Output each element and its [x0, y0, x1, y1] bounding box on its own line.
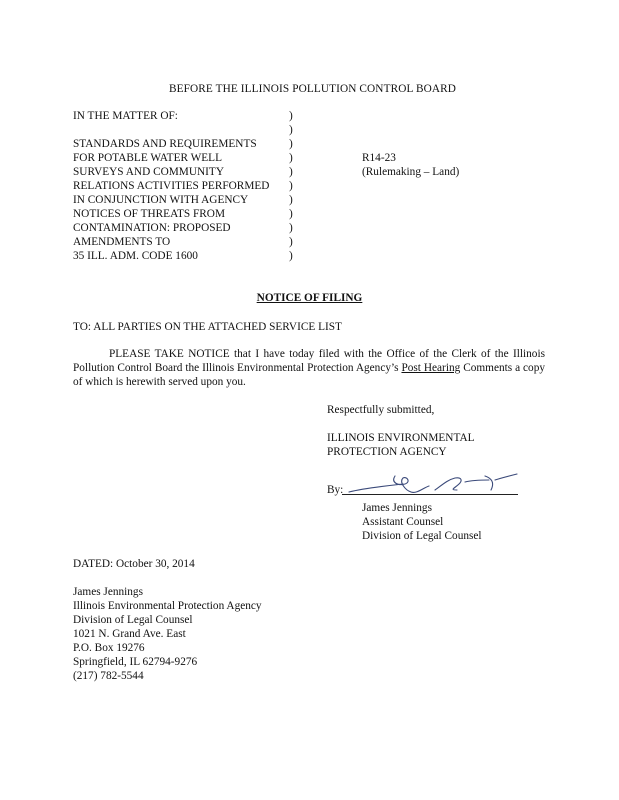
caption-paren: ) — [289, 208, 293, 220]
by-label: By: — [327, 484, 344, 496]
caption-paren: ) — [289, 166, 293, 178]
caption-paren: ) — [289, 194, 293, 206]
notice-title: NOTICE OF FILING — [256, 292, 363, 304]
caption-line-9: CONTAMINATION: PROPOSED — [73, 222, 231, 234]
signer-name: James Jennings — [362, 502, 432, 514]
dated-line: DATED: October 30, 2014 — [73, 558, 195, 570]
contact-agency: Illinois Environmental Protection Agency — [73, 600, 262, 612]
body-text-after: Comments a copy of which is herewith served upon you. — [73, 362, 545, 388]
caption-line-4: FOR POTABLE WATER WELL — [73, 152, 222, 164]
caption-line-6: RELATIONS ACTIVITIES PERFORMED — [73, 180, 270, 192]
caption-paren: ) — [289, 180, 293, 192]
signer-division: Division of Legal Counsel — [362, 530, 482, 542]
salutation: TO: ALL PARTIES ON THE ATTACHED SERVICE LIST — [73, 321, 342, 333]
caption-line-5: SURVEYS AND COMMUNITY — [73, 166, 224, 178]
caption-line-10: AMENDMENTS TO — [73, 236, 171, 248]
contact-name: James Jennings — [73, 586, 143, 598]
caption-paren: ) — [289, 138, 293, 150]
caption-paren: ) — [289, 124, 293, 136]
contact-city: Springfield, IL 62794-9276 — [73, 656, 198, 668]
closing: Respectfully submitted, — [327, 404, 435, 416]
caption-paren: ) — [289, 236, 293, 248]
caption-line-3: STANDARDS AND REQUIREMENTS — [73, 138, 257, 150]
notice-body — [73, 347, 545, 389]
contact-division: Division of Legal Counsel — [73, 614, 193, 626]
docket-number: R14-23 — [362, 152, 396, 164]
caption-paren: ) — [289, 250, 293, 262]
caption-paren: ) — [289, 222, 293, 234]
contact-po-box: P.O. Box 19276 — [73, 642, 145, 654]
body-underlined-text: Post Hearing — [401, 362, 461, 374]
signature-line — [342, 494, 518, 495]
caption-line-11: 35 ILL. ADM. CODE 1600 — [73, 250, 198, 262]
caption-paren: ) — [289, 110, 293, 122]
board-heading: BEFORE THE ILLINOIS POLLUTION CONTROL BOARD — [168, 83, 457, 95]
caption-line-1: IN THE MATTER OF: — [73, 110, 178, 122]
contact-phone: (217) 782-5544 — [73, 670, 144, 682]
caption-line-7: IN CONJUNCTION WITH AGENCY — [73, 194, 249, 206]
docket-type: (Rulemaking – Land) — [362, 166, 460, 178]
org-line-1: ILLINOIS ENVIRONMENTAL — [327, 432, 475, 444]
signer-title: Assistant Counsel — [362, 516, 444, 528]
body-text-before: PLEASE TAKE NOTICE that I have today filed with the Office of the Clerk of the Illinois Pollution Control Board the Illinois Environmental Protection Agency’s — [73, 348, 545, 374]
contact-street: 1021 N. Grand Ave. East — [73, 628, 186, 640]
org-line-2: PROTECTION AGENCY — [327, 446, 447, 458]
caption-paren: ) — [289, 152, 293, 164]
caption-line-8: NOTICES OF THREATS FROM — [73, 208, 226, 220]
